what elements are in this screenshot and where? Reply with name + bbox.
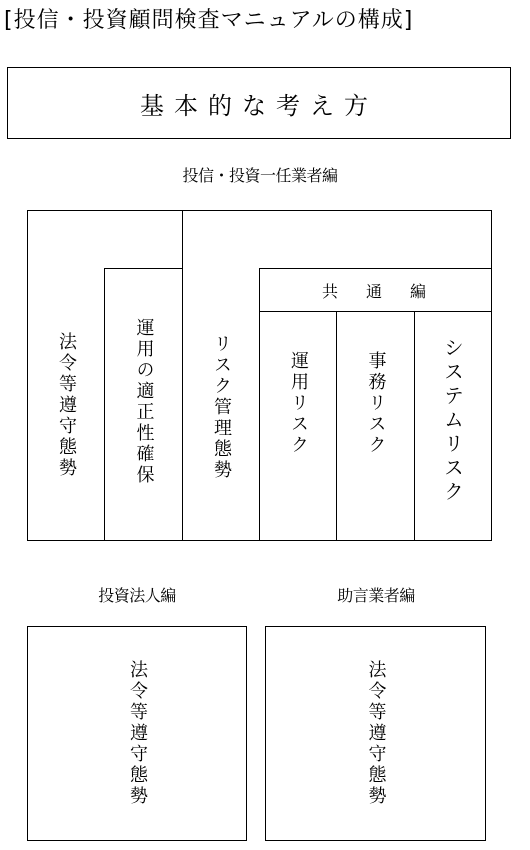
risk-management-column-label: リスク管理態勢 — [211, 334, 232, 481]
page-title: [投信・投資顧問検査マニュアルの構成] — [4, 8, 414, 33]
investment-corporation-content: 法令等遵守態勢 — [127, 660, 148, 807]
divider — [259, 268, 491, 269]
operational-risk-label: 運用リスク — [288, 350, 309, 456]
advisory-box — [265, 626, 486, 841]
investment-trust-section-label: 投信・投資一任業者編 — [182, 166, 338, 185]
investment-corporation-box — [27, 626, 247, 841]
common-section-label: 共通編 — [321, 282, 454, 301]
divider — [259, 311, 491, 312]
advisory-content: 法令等遵守態勢 — [365, 660, 387, 807]
basic-concept-box — [7, 67, 511, 139]
compliance-column-label: 法令等遵守態勢 — [56, 331, 77, 479]
divider — [104, 268, 182, 269]
investment-corporation-section-label: 投資法人編 — [98, 586, 176, 605]
advisory-section-label: 助言業者編 — [337, 586, 415, 605]
administrative-risk-label: 事務リスク — [365, 350, 387, 456]
system-risk-label: システムリスク — [440, 336, 465, 505]
proper-management-column-label: 運用の適正性確保 — [133, 318, 155, 486]
basic-concept-label: 基本的な考え方 — [140, 91, 378, 120]
